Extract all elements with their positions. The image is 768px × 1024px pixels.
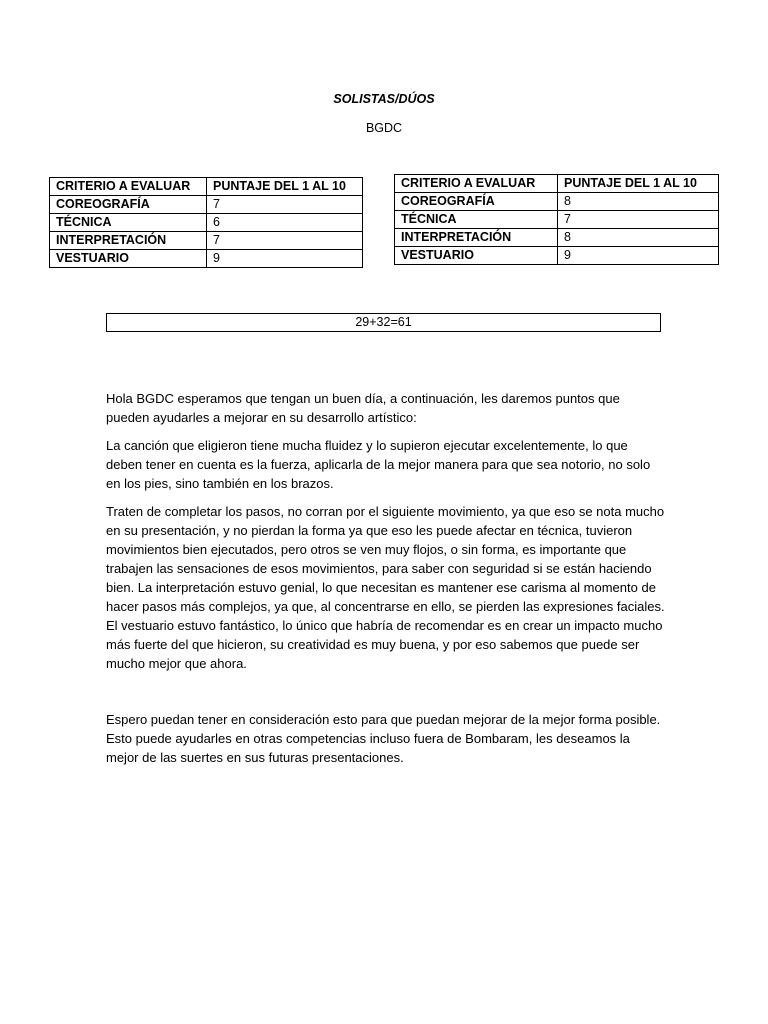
paragraph-closing: Espero puedan tener en consideración esto para que puedan mejorar de la mejor forma posible. Esto puede ayudarles en otras competencias incluso fuera de Bombaram, les deseamos la mejor de las suertes en sus futuras presentaciones.	[106, 712, 661, 765]
criterion-cell: VESTUARIO	[50, 250, 207, 268]
table-row	[395, 229, 719, 247]
paragraph-song: La canción que eligieron tiene mucha fluidez y lo supieron ejecutar excelentemente, lo que deben tener en cuenta es la fuerza, aplicarla de la mejor manera para que sea notorio, no solo en los pies, sino también en los brazos.	[106, 438, 651, 491]
document-title: SOLISTAS/DÚOS	[333, 92, 435, 106]
document-subtitle: BGDC	[365, 121, 403, 135]
criterion-cell: INTERPRETACIÓN	[395, 229, 558, 247]
header-score: PUNTAJE DEL 1 AL 10	[558, 175, 719, 193]
criterion-cell: INTERPRETACIÓN	[50, 232, 207, 250]
score-cell: 7	[207, 232, 363, 250]
header-score: PUNTAJE DEL 1 AL 10	[207, 178, 363, 196]
table-header-row	[395, 175, 719, 193]
header-criterion: CRITERIO A EVALUAR	[50, 178, 207, 196]
table-row	[50, 196, 363, 214]
table-row	[395, 193, 719, 211]
paragraph-details: Traten de completar los pasos, no corran por el siguiente movimiento, ya que eso se nota mucho en su presentación, y no pierdan la forma ya que eso les puede afectar en técnica, tuvieron movimientos bien ejecutados, pero otros se ven muy flojos, o sin forma, es importante que trabajen las sensaciones de esos movimientos, para saber con seguridad si se están haciendo bien. La interpretación estuvo genial, lo que necesitan es mantener ese carisma al momento de hacer pasos más complejos, ya que, al concentrarse en ello, se pierden las expresiones faciales. El vestuario estuvo fantástico, lo único que habría de recomendar es en crear un impacto mucho más fuerte del que hicieron, su creatividad es muy buena, y por eso sabemos que puede ser mucho mejor que ahora.	[106, 504, 665, 671]
table-row	[50, 214, 363, 232]
total-score-box: 29+32=61	[106, 313, 661, 332]
table-header-row	[50, 178, 363, 196]
criterion-cell: VESTUARIO	[395, 247, 558, 265]
score-table-judge-1	[49, 177, 363, 268]
criterion-cell: COREOGRAFÍA	[50, 196, 207, 214]
table-row	[50, 232, 363, 250]
score-cell: 8	[558, 229, 719, 247]
criterion-cell: TÉCNICA	[395, 211, 558, 229]
table-row	[50, 250, 363, 268]
header-criterion: CRITERIO A EVALUAR	[395, 175, 558, 193]
score-cell: 7	[207, 196, 363, 214]
score-table-judge-2	[394, 174, 719, 265]
table-row	[395, 211, 719, 229]
score-cell: 8	[558, 193, 719, 211]
criterion-cell: COREOGRAFÍA	[395, 193, 558, 211]
feedback-closing	[106, 710, 666, 776]
paragraph-greeting: Hola BGDC esperamos que tengan un buen día, a continuación, les daremos puntos que pueden ayudarles a mejorar en su desarrollo artístico:	[106, 391, 620, 425]
score-cell: 9	[558, 247, 719, 265]
score-cell: 9	[207, 250, 363, 268]
feedback-body	[106, 389, 666, 682]
score-cell: 6	[207, 214, 363, 232]
table-row	[395, 247, 719, 265]
score-cell: 7	[558, 211, 719, 229]
criterion-cell: TÉCNICA	[50, 214, 207, 232]
